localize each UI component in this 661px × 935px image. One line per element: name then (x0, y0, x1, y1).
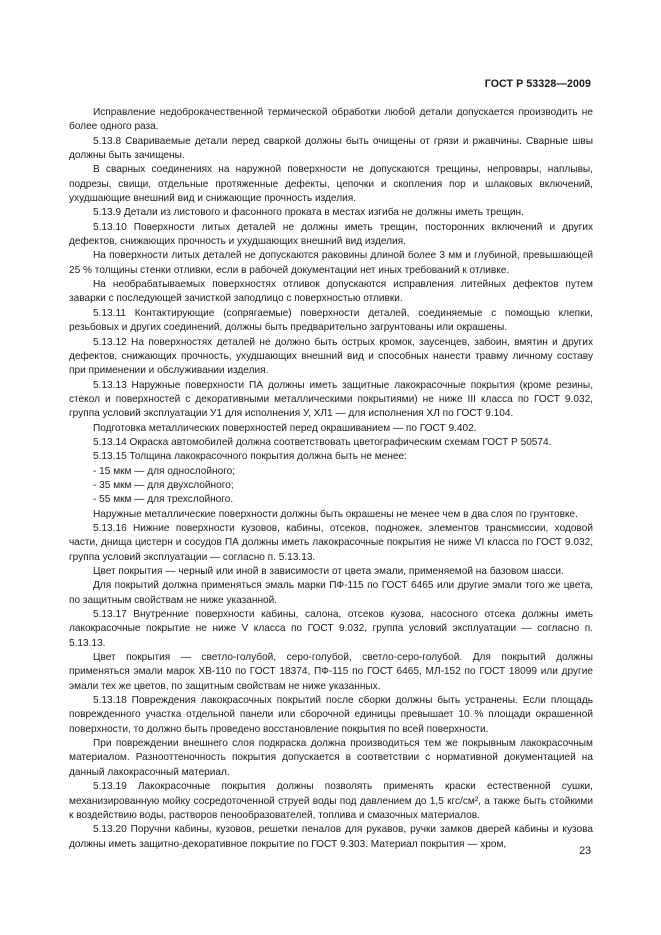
clause-5-13-8: 5.13.8 Свариваемые детали перед сваркой должны быть очищены от грязи и ржавчины. Сварные швы должны быть зачищены. (69, 135, 593, 162)
clause-5-13-13: 5.13.13 Наружные поверхности ПА должны иметь защитные лакокрасочные покрытия (кроме резины, стекол и поверхностей с декоративными металлическими покрытиями) не ниже III класса по ГОСТ 9.032, группа условий эксплуатации У1 для исполнения У, ХЛ1 — для исполнения ХЛ по ГОСТ 9.104. (69, 379, 593, 420)
paragraph: Исправление недоброкачественной термической обработки любой детали допускается производить не более одного раза. (69, 107, 593, 133)
paragraph: Подготовка металлических поверхностей перед окрашиванием — по ГОСТ 9.402. (93, 422, 477, 434)
paragraph: Цвет покрытия — светло-голубой, серо-голубой, светло-серо-голубой. Для покрытий должны применяться эмали марок ХВ-110 по ГОСТ 18374, ПФ-115 по ГОСТ 6465, МЛ-152 по ГОСТ 18099 или другие эмали тех же цветов, по защитным свойствам не ниже указанных. (69, 652, 593, 692)
list-item: - 55 мкм — для трехслойного. (93, 494, 234, 506)
paragraph: Наружные металлические поверхности должны быть окрашены не менее чем в два слоя по грунтовке. (93, 508, 578, 520)
clause-5-13-10: 5.13.10 Поверхности литых деталей не должны иметь трещин, посторонних включений и других дефектов, снижающих прочность и ухудшающих внешний вид изделия. (69, 221, 593, 248)
clause-5-13-16: 5.13.16 Нижние поверхности кузовов, кабины, отсеков, подножек, элементов трансмиссии, ходовой части, днища цистерн и сосудов ПА должны иметь лакокрасочные покрытия не ниже VI класса по ГОСТ 9.032, группа условий эксплуатации — согласно п. 5.13.13. (69, 522, 593, 563)
paragraph: На поверхности литых деталей не допускаются раковины длиной более 3 мм и глубиной, превышающей 25 % толщины стенки отливки, если в рабочей документации нет иных требований к отливке. (69, 250, 593, 276)
document-body (69, 106, 593, 852)
clause-5-13-12: 5.13.12 На поверхностях деталей не должно быть острых кромок, заусенцев, забоин, вмятин и других дефектов, снижающих прочность, ухудшающих внешний вид и способных нанести травму личному составу при применении и обслуживании изделия. (69, 336, 593, 377)
page-number: 23 (579, 845, 591, 857)
paragraph: При повреждении внешнего слоя подкраска должна производиться тем же покрывным лакокрасочным материалом. Разнооттеночность покрытия допускается в соответствии с нормативной документацией на данный лакокрасочный материал. (69, 738, 593, 778)
list-item: - 35 мкм — для двухслойного; (93, 479, 234, 491)
document-header: ГОСТ Р 53328—2009 (484, 78, 591, 90)
clause-5-13-14: 5.13.14 Окраска автомобилей должна соответствовать цветографическим схемам ГОСТ Р 50574. (93, 436, 552, 448)
clause-5-13-17: 5.13.17 Внутренние поверхности кабины, салона, отсеков кузова, насосного отсека должны иметь лакокрасочные покрытие не ниже V класса по ГОСТ 9.032, группа условий эксплуатации — согласно п. 5.13.13. (69, 609, 593, 649)
paragraph: На необрабатываемых поверхностях отливок допускаются исправления литейных дефектов путем заварки с последующей зачисткой заподлицо с поверхностью отливки. (69, 279, 593, 305)
paragraph: Для покрытий должна применяться эмаль марки ПФ-115 по ГОСТ 6465 или другие эмали того же цвета, по защитным свойствам не ниже указанной. (69, 580, 593, 606)
paragraph: В сварных соединениях на наружной поверхности не допускаются трещины, непровары, наплывы, подрезы, свищи, отдельные протяженные дефекты, цепочки и скопления пор и шлаковых включений, ухудшающие внешний вид и снижающие прочность изделия. (69, 164, 593, 205)
clause-5-13-19: 5.13.19 Лакокрасочные покрытия должны позволять применять краски естественной сушки, механизированную мойку сосредоточенной струей воды под давлением до 1,5 кгс/см², а также быть стойкими к воздействию воды, растворов пенообразователей, топлива и смазочных материалов. (69, 781, 593, 821)
list-item: - 15 мкм — для однослойного; (93, 465, 236, 477)
clause-5-13-18: 5.13.18 Повреждения лакокрасочных покрытий после сборки должны быть устранены. Если площадь поврежденного участка отдельной панели или сборочной единицы превышает 10 % площади окрашенной поверхности, то должно быть проведено восстановление покрытия по всей поверхности. (69, 695, 593, 735)
clause-5-13-11: 5.13.11 Контактирующие (сопрягаемые) поверхности деталей, соединяемые с помощью клепки, резьбовых и других соединений, должны быть предварительно загрунтованы или окрашены. (69, 307, 593, 334)
paragraph: Цвет покрытия — черный или иной в зависимости от цвета эмали, применяемой на базовом шасси. (93, 566, 564, 577)
clause-5-13-9: 5.13.9 Детали из листового и фасонного проката в местах изгиба не должны иметь трещин. (93, 207, 524, 219)
clause-5-13-15: 5.13.15 Толщина лакокрасочного покрытия должна быть не менее: (93, 451, 407, 463)
clause-5-13-20: 5.13.20 Поручни кабины, кузовов, решетки пеналов для рукавов, ручки замков дверей кабины и кузова должны иметь защитно-декоративное покрытие по ГОСТ 9.303. Материал покрытия — хром, (69, 824, 593, 850)
